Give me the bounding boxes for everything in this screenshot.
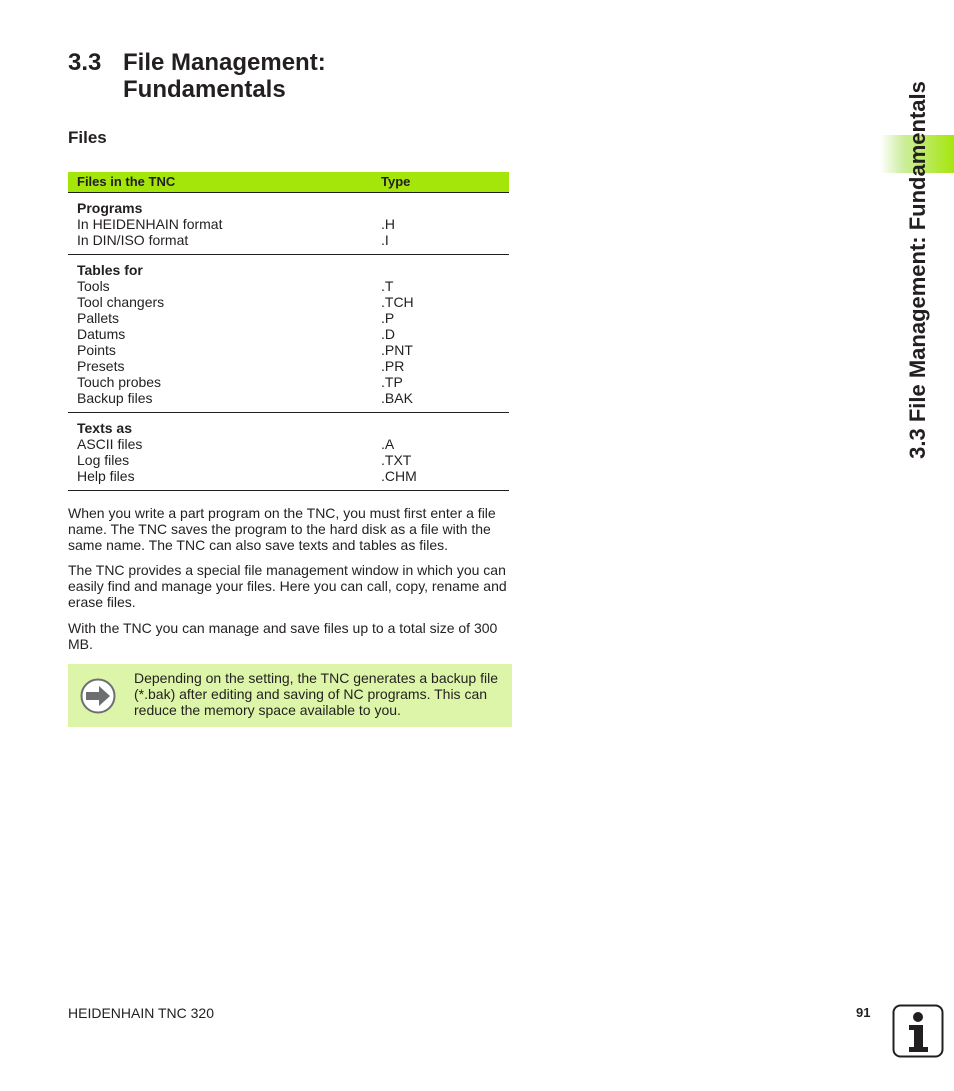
page-number: 91 [856,1005,871,1020]
section-heading [68,49,326,103]
file-types-table [68,172,509,491]
file-type: .TP [381,374,403,390]
file-type: .A [381,436,395,452]
table-group-programs [68,193,509,255]
file-name: In HEIDENHAIN format [77,216,223,232]
table-group-texts [68,413,509,491]
file-name: Tool changers [77,294,165,310]
table-header-type: Type [381,174,411,189]
table-row [68,278,509,294]
table-row [68,294,509,310]
note-box [68,664,512,727]
file-type: .TCH [381,294,414,310]
file-type: .D [381,326,395,342]
file-type: .T [381,278,394,294]
file-name: Presets [77,358,125,374]
footer-product: HEIDENHAIN TNC 320 [68,1005,215,1021]
file-type: .H [381,216,395,232]
table-row [68,326,509,342]
side-title: 3.3 File Management: Fundamentals [905,81,930,459]
subheading-files: Files [68,128,107,147]
table-row [68,452,509,468]
table-row [68,358,509,374]
table-row [68,342,509,358]
table-row [68,374,509,390]
info-icon [892,1004,944,1058]
table-row [68,390,509,406]
group-title: Tables for [77,262,143,278]
table-group-tables [68,255,509,413]
table-row [68,436,509,452]
file-name: Touch probes [77,374,162,390]
file-name: Log files [77,452,130,468]
table-header [68,172,509,193]
paragraph-intro: When you write a part program on the TNC, you must first enter a file name. The TNC saves the program to the hard disk as a file with the same name. The TNC can also save texts and tables as files. [68,505,496,553]
arrow-right-icon [80,678,116,714]
file-type: .BAK [381,390,413,406]
file-name: Points [77,342,116,358]
note-text: Depending on the setting, the TNC generates a backup file (*.bak) after editing and saving of NC programs. This can reduce the memory space available to you. [134,670,498,718]
paragraph-file-manager: The TNC provides a special file management window in which you can easily find and manage your files. Here you can call, copy, rename and erase files. [68,562,507,610]
file-type: .PNT [381,342,413,358]
table-header-files: Files in the TNC [77,174,176,189]
section-number: 3.3 [68,49,102,76]
file-type: .I [381,232,389,248]
file-name: In DIN/ISO format [77,232,189,248]
section-title-line2: Fundamentals [123,76,286,103]
file-name: Pallets [77,310,120,326]
file-type: .TXT [381,452,412,468]
table-row [68,468,509,484]
file-name: ASCII files [77,436,143,452]
table-row [68,310,509,326]
file-type: .P [381,310,395,326]
group-title: Texts as [77,420,132,436]
file-type: .PR [381,358,405,374]
table-row [68,216,509,232]
file-name: Datums [77,326,126,342]
file-type: .CHM [381,468,417,484]
paragraph-size-limit: With the TNC you can manage and save files up to a total size of 300 MB. [68,620,498,652]
file-name: Tools [77,278,110,294]
table-row [68,232,509,248]
group-title: Programs [77,200,143,216]
section-title-line1: File Management: [123,49,326,76]
file-name: Backup files [77,390,153,406]
file-name: Help files [77,468,135,484]
